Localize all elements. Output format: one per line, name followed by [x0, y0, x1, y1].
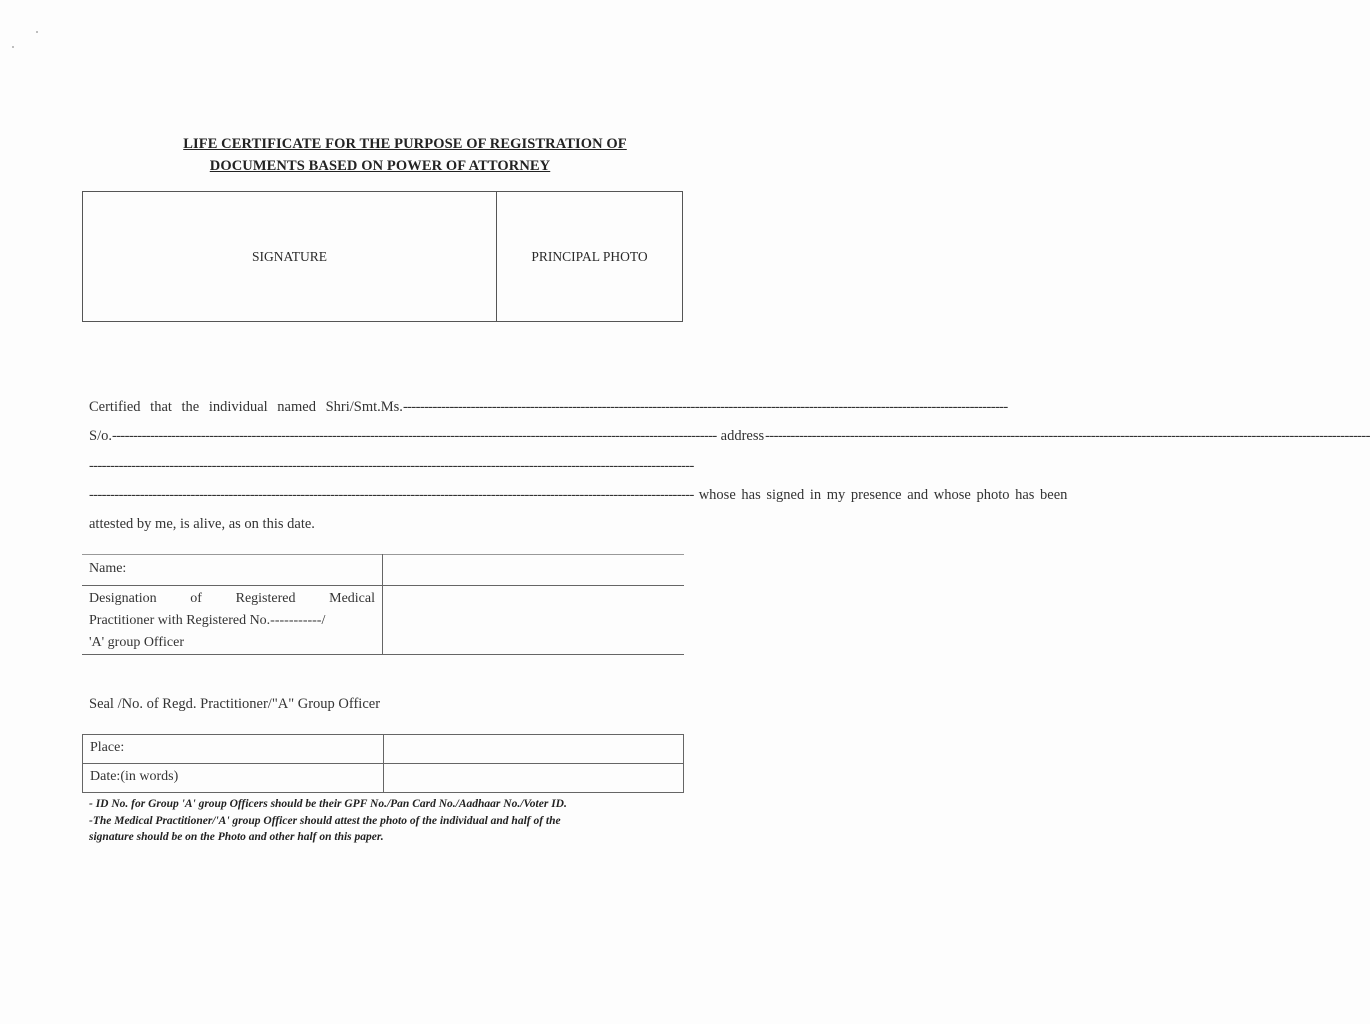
table-row: [82, 586, 684, 655]
seal-label: Seal /No. of Regd. Practitioner/"A" Group Officer: [89, 696, 381, 712]
signed-presence-text: whose has signed in my presence and whose photo has been: [698, 487, 1068, 503]
note-attestation-line-1: -The Medical Practitioner/'A' group Officer should attest the photo of the individual and half of the: [89, 814, 561, 827]
officer-details-table: [82, 554, 684, 655]
name-label: Name:: [82, 555, 383, 586]
designation-line-2: Practitioner with Registered No.-----------/: [89, 613, 326, 628]
certification-line-2: [89, 428, 1370, 445]
designation-word: Registered: [235, 591, 296, 606]
address-blank-3: -----------------------------------------------------------------------------------------------------------------------------------------------: [89, 487, 694, 503]
note-id-number: - ID No. for Group 'A' group Officers should be their GPF No./Pan Card No./Aadhaar No./Voter ID.: [89, 798, 567, 810]
date-value-cell: [384, 764, 684, 793]
address-text: address: [720, 428, 765, 444]
principal-photo-label: PRINCIPAL PHOTO: [531, 249, 648, 264]
scan-speck: [36, 31, 38, 33]
name-value-cell: [383, 555, 685, 586]
designation-word: Medical: [329, 591, 375, 606]
signature-label: SIGNATURE: [251, 249, 327, 264]
certified-text: Certified that the individual named Shri/Smt.Ms.: [89, 399, 403, 415]
designation-line-1: [89, 588, 375, 610]
title-line-1: LIFE CERTIFICATE FOR THE PURPOSE OF REGISTRATION OF: [183, 136, 627, 152]
table-row: [83, 764, 684, 793]
address-blank: -----------------------------------------------------------------------------------------------------------------------------------------------: [765, 428, 1370, 444]
table-row: [82, 555, 684, 586]
place-date-table: [82, 734, 684, 793]
table-row: [83, 735, 684, 764]
title-line-2: DOCUMENTS BASED ON POWER OF ATTORNEY: [209, 158, 551, 174]
designation-word: Designation: [89, 591, 157, 606]
name-blank: -----------------------------------------------------------------------------------------------------------------------------------------------: [402, 399, 1008, 415]
so-blank: -----------------------------------------------------------------------------------------------------------------------------------------------: [111, 428, 717, 444]
certification-line-1: [89, 399, 1008, 416]
designation-word: of: [190, 591, 202, 606]
signature-photo-box: [82, 191, 683, 322]
document-title: [120, 133, 690, 177]
footnotes: [89, 796, 689, 846]
note-attestation-line-2: signature should be on the Photo and other half on this paper.: [89, 831, 384, 843]
place-value-cell: [384, 735, 684, 764]
so-text: S/o.: [89, 428, 112, 444]
date-label: Date:(in words): [83, 764, 384, 793]
place-label: Place:: [83, 735, 384, 764]
certification-line-3: [89, 458, 694, 475]
address-blank-2: -----------------------------------------------------------------------------------------------------------------------------------------------: [89, 458, 694, 474]
certification-line-4: [89, 487, 1068, 504]
designation-line-3: 'A' group Officer: [89, 635, 184, 650]
designation-label: [82, 586, 383, 655]
scan-speck: [12, 46, 14, 48]
designation-value-cell: [383, 586, 685, 655]
certification-line-5: attested by me, is alive, as on this date.: [89, 516, 315, 532]
